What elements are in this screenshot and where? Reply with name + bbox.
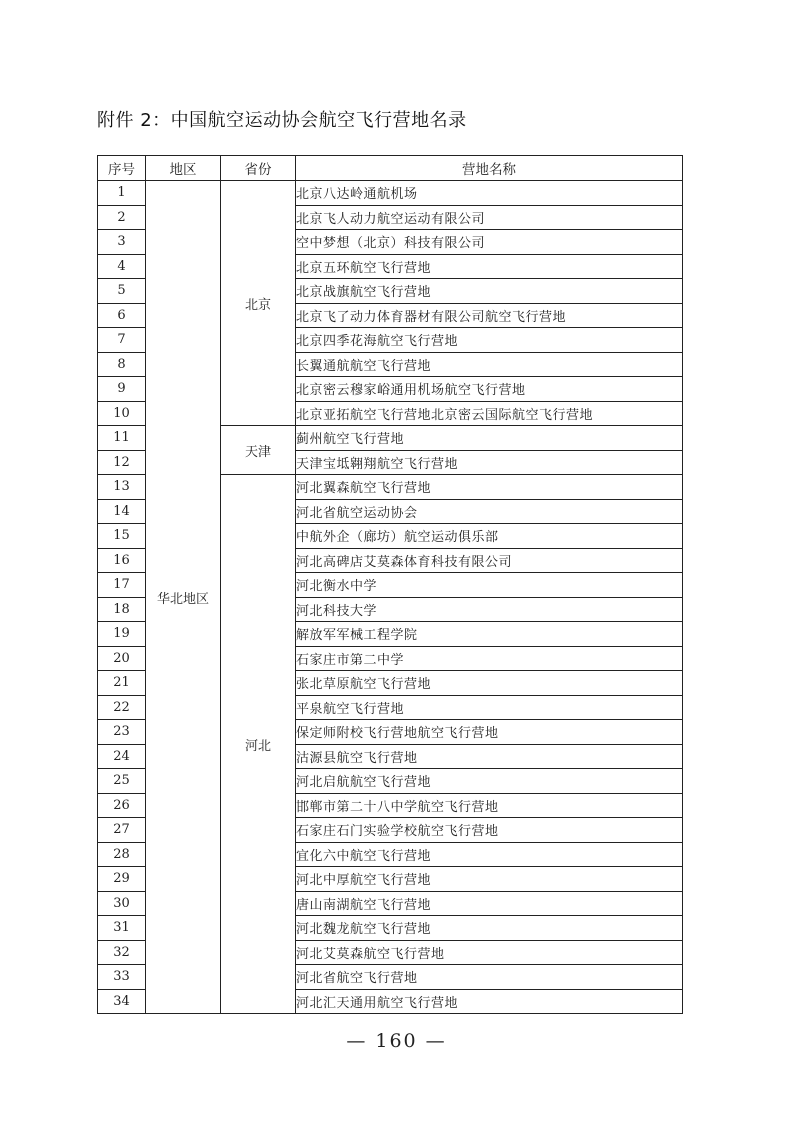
camp-name-cell: 河北艾莫森航空飞行营地	[296, 940, 683, 965]
camp-name-cell: 石家庄石门实验学校航空飞行营地	[296, 818, 683, 843]
camp-name-cell: 北京亚拓航空飞行营地北京密云国际航空飞行营地	[296, 401, 683, 426]
camp-name-cell: 北京四季花海航空飞行营地	[296, 328, 683, 353]
row-number: 10	[98, 401, 146, 426]
table-header-row	[98, 156, 683, 181]
header-camp-name: 营地名称	[296, 156, 683, 181]
row-number: 34	[98, 989, 146, 1014]
camp-name-cell: 河北高碑店艾莫森体育科技有限公司	[296, 548, 683, 573]
row-number: 18	[98, 597, 146, 622]
row-number: 31	[98, 916, 146, 941]
camp-name-cell: 北京八达岭通航机场	[296, 181, 683, 206]
row-number: 29	[98, 867, 146, 892]
row-number: 33	[98, 965, 146, 990]
header-region: 地区	[146, 156, 221, 181]
row-number: 2	[98, 205, 146, 230]
row-number: 6	[98, 303, 146, 328]
row-number: 5	[98, 279, 146, 304]
camp-name-cell: 石家庄市第二中学	[296, 646, 683, 671]
camp-name-cell: 张北草原航空飞行营地	[296, 671, 683, 696]
row-number: 16	[98, 548, 146, 573]
row-number: 1	[98, 181, 146, 206]
row-number: 26	[98, 793, 146, 818]
row-number: 20	[98, 646, 146, 671]
row-number: 11	[98, 426, 146, 451]
camp-name-cell: 河北衡水中学	[296, 573, 683, 598]
camp-name-cell: 北京飞了动力体育器材有限公司航空飞行营地	[296, 303, 683, 328]
camp-name-cell: 河北省航空运动协会	[296, 499, 683, 524]
row-number: 30	[98, 891, 146, 916]
camp-name-cell: 河北启航航空飞行营地	[296, 769, 683, 794]
row-number: 13	[98, 475, 146, 500]
row-number: 15	[98, 524, 146, 549]
camp-name-cell: 河北魏龙航空飞行营地	[296, 916, 683, 941]
camp-name-cell: 河北翼森航空飞行营地	[296, 475, 683, 500]
camp-name-cell: 北京五环航空飞行营地	[296, 254, 683, 279]
camp-name-cell: 北京飞人动力航空运动有限公司	[296, 205, 683, 230]
document-title: 附件 2：中国航空运动协会航空飞行营地名录	[97, 110, 467, 131]
row-number: 8	[98, 352, 146, 377]
camp-name-cell: 唐山南湖航空飞行营地	[296, 891, 683, 916]
row-number: 12	[98, 450, 146, 475]
camp-name-cell: 沽源县航空飞行营地	[296, 744, 683, 769]
row-number: 19	[98, 622, 146, 647]
row-number: 7	[98, 328, 146, 353]
province-cell: 北京	[221, 181, 296, 426]
province-cell: 河北	[221, 475, 296, 1014]
camp-name-cell: 宜化六中航空飞行营地	[296, 842, 683, 867]
row-number: 32	[98, 940, 146, 965]
row-number: 25	[98, 769, 146, 794]
camp-name-cell: 中航外企（廊坊）航空运动俱乐部	[296, 524, 683, 549]
header-seq: 序号	[98, 156, 146, 181]
row-number: 14	[98, 499, 146, 524]
table-row	[98, 181, 683, 206]
camp-name-cell: 北京战旗航空飞行营地	[296, 279, 683, 304]
page-number: — 160 —	[346, 1030, 447, 1052]
camp-name-cell: 空中梦想（北京）科技有限公司	[296, 230, 683, 255]
camp-name-cell: 天津宝坻翱翔航空飞行营地	[296, 450, 683, 475]
row-number: 22	[98, 695, 146, 720]
row-number: 23	[98, 720, 146, 745]
region-cell: 华北地区	[146, 181, 221, 1014]
camp-list-table	[97, 155, 683, 1014]
row-number: 3	[98, 230, 146, 255]
camp-name-cell: 北京密云穆家峪通用机场航空飞行营地	[296, 377, 683, 402]
row-number: 9	[98, 377, 146, 402]
camp-name-cell: 长翼通航航空飞行营地	[296, 352, 683, 377]
camp-name-cell: 河北汇天通用航空飞行营地	[296, 989, 683, 1014]
camp-name-cell: 解放军军械工程学院	[296, 622, 683, 647]
row-number: 17	[98, 573, 146, 598]
camp-name-cell: 河北省航空飞行营地	[296, 965, 683, 990]
row-number: 27	[98, 818, 146, 843]
camp-name-cell: 平泉航空飞行营地	[296, 695, 683, 720]
camp-name-cell: 蓟州航空飞行营地	[296, 426, 683, 451]
camp-name-cell: 河北科技大学	[296, 597, 683, 622]
header-province: 省份	[221, 156, 296, 181]
camp-name-cell: 保定师附校飞行营地航空飞行营地	[296, 720, 683, 745]
row-number: 21	[98, 671, 146, 696]
row-number: 24	[98, 744, 146, 769]
camp-name-cell: 河北中厚航空飞行营地	[296, 867, 683, 892]
row-number: 28	[98, 842, 146, 867]
row-number: 4	[98, 254, 146, 279]
camp-name-cell: 邯郸市第二十八中学航空飞行营地	[296, 793, 683, 818]
province-cell: 天津	[221, 426, 296, 475]
